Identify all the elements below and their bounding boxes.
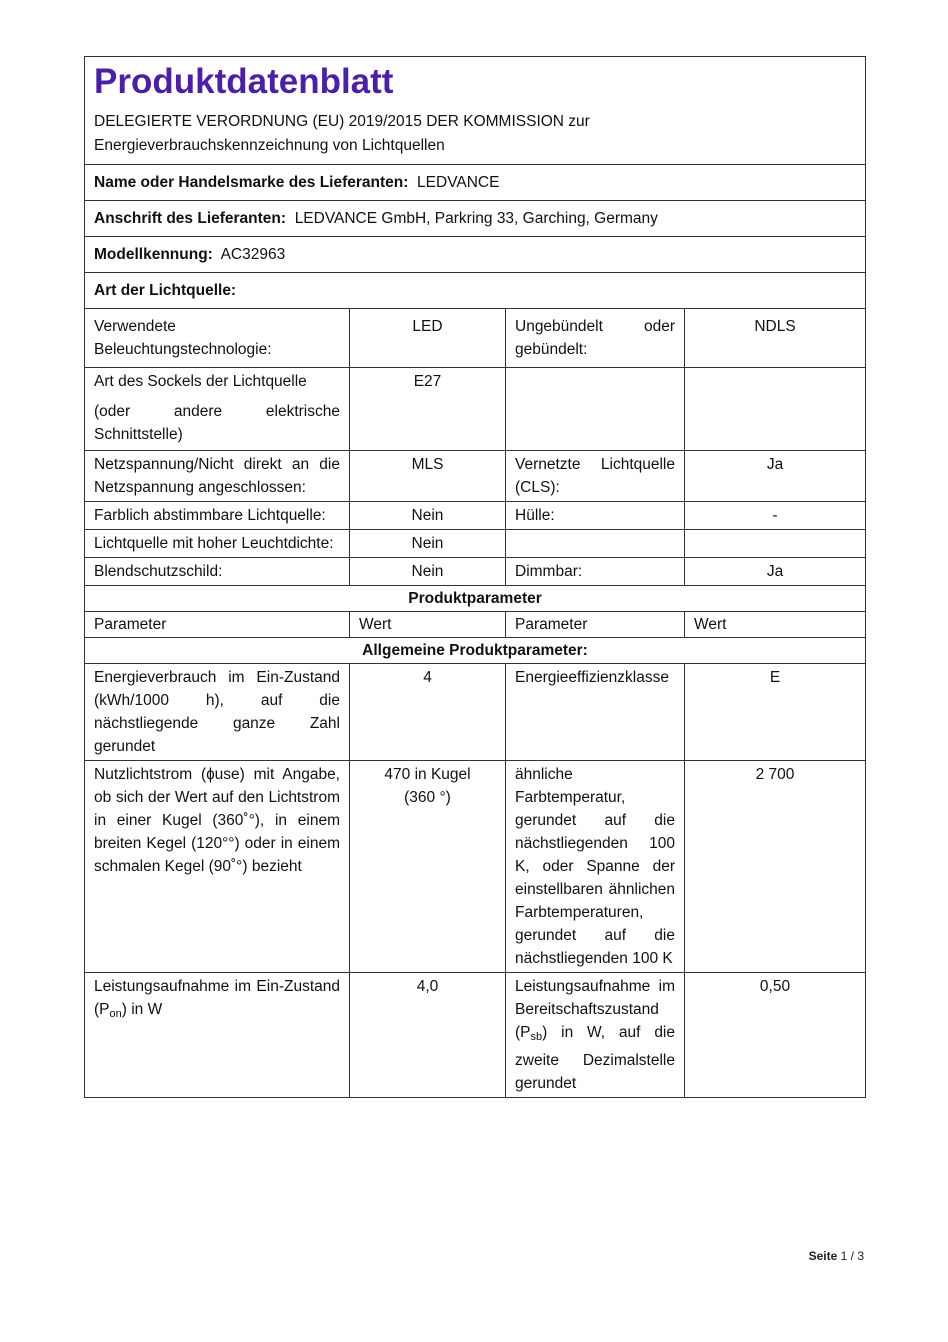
technology-value: LED xyxy=(350,309,506,368)
directional-value: NDLS xyxy=(685,309,866,368)
lightsource-type-row xyxy=(85,273,866,309)
model-row xyxy=(85,237,866,273)
anti-glare-label: Blendschutzschild: xyxy=(85,558,350,586)
standby-power-value: 0,50 xyxy=(685,973,866,1098)
column-header-parameter: Parameter xyxy=(506,612,685,638)
on-mode-power-subscript: on xyxy=(109,1008,122,1020)
product-parameters-heading: Produktparameter xyxy=(85,586,866,612)
empty-cell xyxy=(506,368,685,451)
colour-tunable-label: Farblich abstimmbare Lichtquelle: xyxy=(85,502,350,530)
table-row xyxy=(85,502,866,530)
cap-type-value: E27 xyxy=(350,368,506,451)
connected-label: Vernetzte Lichtquelle (CLS): xyxy=(506,451,685,502)
directional-label: Ungebündelt oder gebündelt: xyxy=(506,309,685,368)
model-label: Modellkennung: xyxy=(94,246,213,263)
column-header-value: Wert xyxy=(685,612,866,638)
envelope-value: - xyxy=(685,502,866,530)
dimmable-label: Dimmbar: xyxy=(506,558,685,586)
high-luminance-label: Lichtquelle mit hoher Leuchtdichte: xyxy=(85,530,350,558)
cap-type-label-note: (oder andere elektrische Schnittstelle) xyxy=(94,403,340,443)
standby-power-subscript: sb xyxy=(530,1031,543,1043)
datasheet-table xyxy=(84,56,866,1098)
empty-cell xyxy=(685,530,866,558)
page-footer xyxy=(809,1249,864,1263)
energy-consumption-label: Energieverbrauch im Ein-Zustand (kWh/1000 h), auf die nächstliegende ganze Zahl gerundet xyxy=(85,664,350,761)
dimmable-value: Ja xyxy=(685,558,866,586)
standby-power-label xyxy=(506,973,685,1098)
technology-label: Verwendete Beleuchtungstechnologie: xyxy=(85,309,350,368)
efficiency-class-value: E xyxy=(685,664,866,761)
column-header-row xyxy=(85,612,866,638)
table-row xyxy=(85,451,866,502)
datasheet xyxy=(84,56,865,1098)
table-row xyxy=(85,530,866,558)
colour-tunable-value: Nein xyxy=(350,502,506,530)
page-title: Produktdatenblatt xyxy=(94,62,394,101)
regulation-line-1: DELEGIERTE VERORDNUNG (EU) 2019/2015 DER KOMMISSION zur xyxy=(94,113,590,130)
header-row xyxy=(85,57,866,165)
general-parameters-heading: Allgemeine Produktparameter: xyxy=(85,638,866,664)
anti-glare-value: Nein xyxy=(350,558,506,586)
colour-temperature-label: ähnliche Farbtemperatur, gerundet auf die nächstliegenden 100 K, oder Spanne der einstellbaren ähnlichen Farbtemperaturen, gerundet auf die nächstliegenden 100 K xyxy=(506,761,685,973)
efficiency-class-label: Energieeffizienzklasse xyxy=(506,664,685,761)
envelope-label: Hülle: xyxy=(506,502,685,530)
regulation-line-2: Energieverbrauchskennzeichnung von Lichtquellen xyxy=(94,137,445,154)
colour-temperature-value: 2 700 xyxy=(685,761,866,973)
mains-value: MLS xyxy=(350,451,506,502)
supplier-name-row xyxy=(85,165,866,201)
on-mode-power-unit: ) in W xyxy=(121,1001,163,1018)
table-row xyxy=(85,368,866,451)
table-row xyxy=(85,973,866,1098)
supplier-address-value: LEDVANCE GmbH, Parkring 33, Garching, Germany xyxy=(294,210,658,227)
page-label: Seite xyxy=(808,1249,838,1263)
supplier-name-value: LEDVANCE xyxy=(417,174,500,191)
on-mode-power-value: 4,0 xyxy=(350,973,506,1098)
luminous-flux-value: 470 in Kugel (360 °) xyxy=(350,761,506,973)
luminous-flux-label: Nutzlichtstrom (ɸuse) mit Angabe, ob sich der Wert auf den Lichtstrom in einer Kugel (360˚°), in einem breiten Kegel (120°°) oder in einem schmalen Kegel (90˚°) bezieht xyxy=(85,761,350,973)
empty-cell xyxy=(506,530,685,558)
connected-value: Ja xyxy=(685,451,866,502)
page-number: 1 / 3 xyxy=(840,1249,864,1263)
supplier-address-label: Anschrift des Lieferanten: xyxy=(94,210,287,227)
supplier-name-label: Name oder Handelsmarke des Lieferanten: xyxy=(94,174,409,191)
model-value: AC32963 xyxy=(220,246,286,263)
table-row xyxy=(85,309,866,368)
table-row xyxy=(85,664,866,761)
lightsource-type-label: Art der Lichtquelle: xyxy=(94,282,237,299)
table-row xyxy=(85,558,866,586)
standby-power-text: Leistungsaufnahme im Bereitschaftszustand (P xyxy=(515,978,675,1041)
on-mode-power-text: Leistungsaufnahme im Ein-Zustand (P xyxy=(94,978,340,1018)
cap-type-label: Art des Sockels der Lichtquelle xyxy=(94,373,307,390)
column-header-parameter: Parameter xyxy=(85,612,350,638)
table-row xyxy=(85,761,866,973)
column-header-value: Wert xyxy=(350,612,506,638)
section-header-row xyxy=(85,586,866,612)
standby-power-unit: ) in W, auf die zweite Dezimalstelle gerundet xyxy=(515,1024,675,1092)
high-luminance-value: Nein xyxy=(350,530,506,558)
mains-label: Netzspannung/Nicht direkt an die Netzspannung angeschlossen: xyxy=(85,451,350,502)
energy-consumption-value: 4 xyxy=(350,664,506,761)
on-mode-power-label xyxy=(85,973,350,1098)
section-header-row xyxy=(85,638,866,664)
empty-cell xyxy=(685,368,866,451)
supplier-address-row xyxy=(85,201,866,237)
